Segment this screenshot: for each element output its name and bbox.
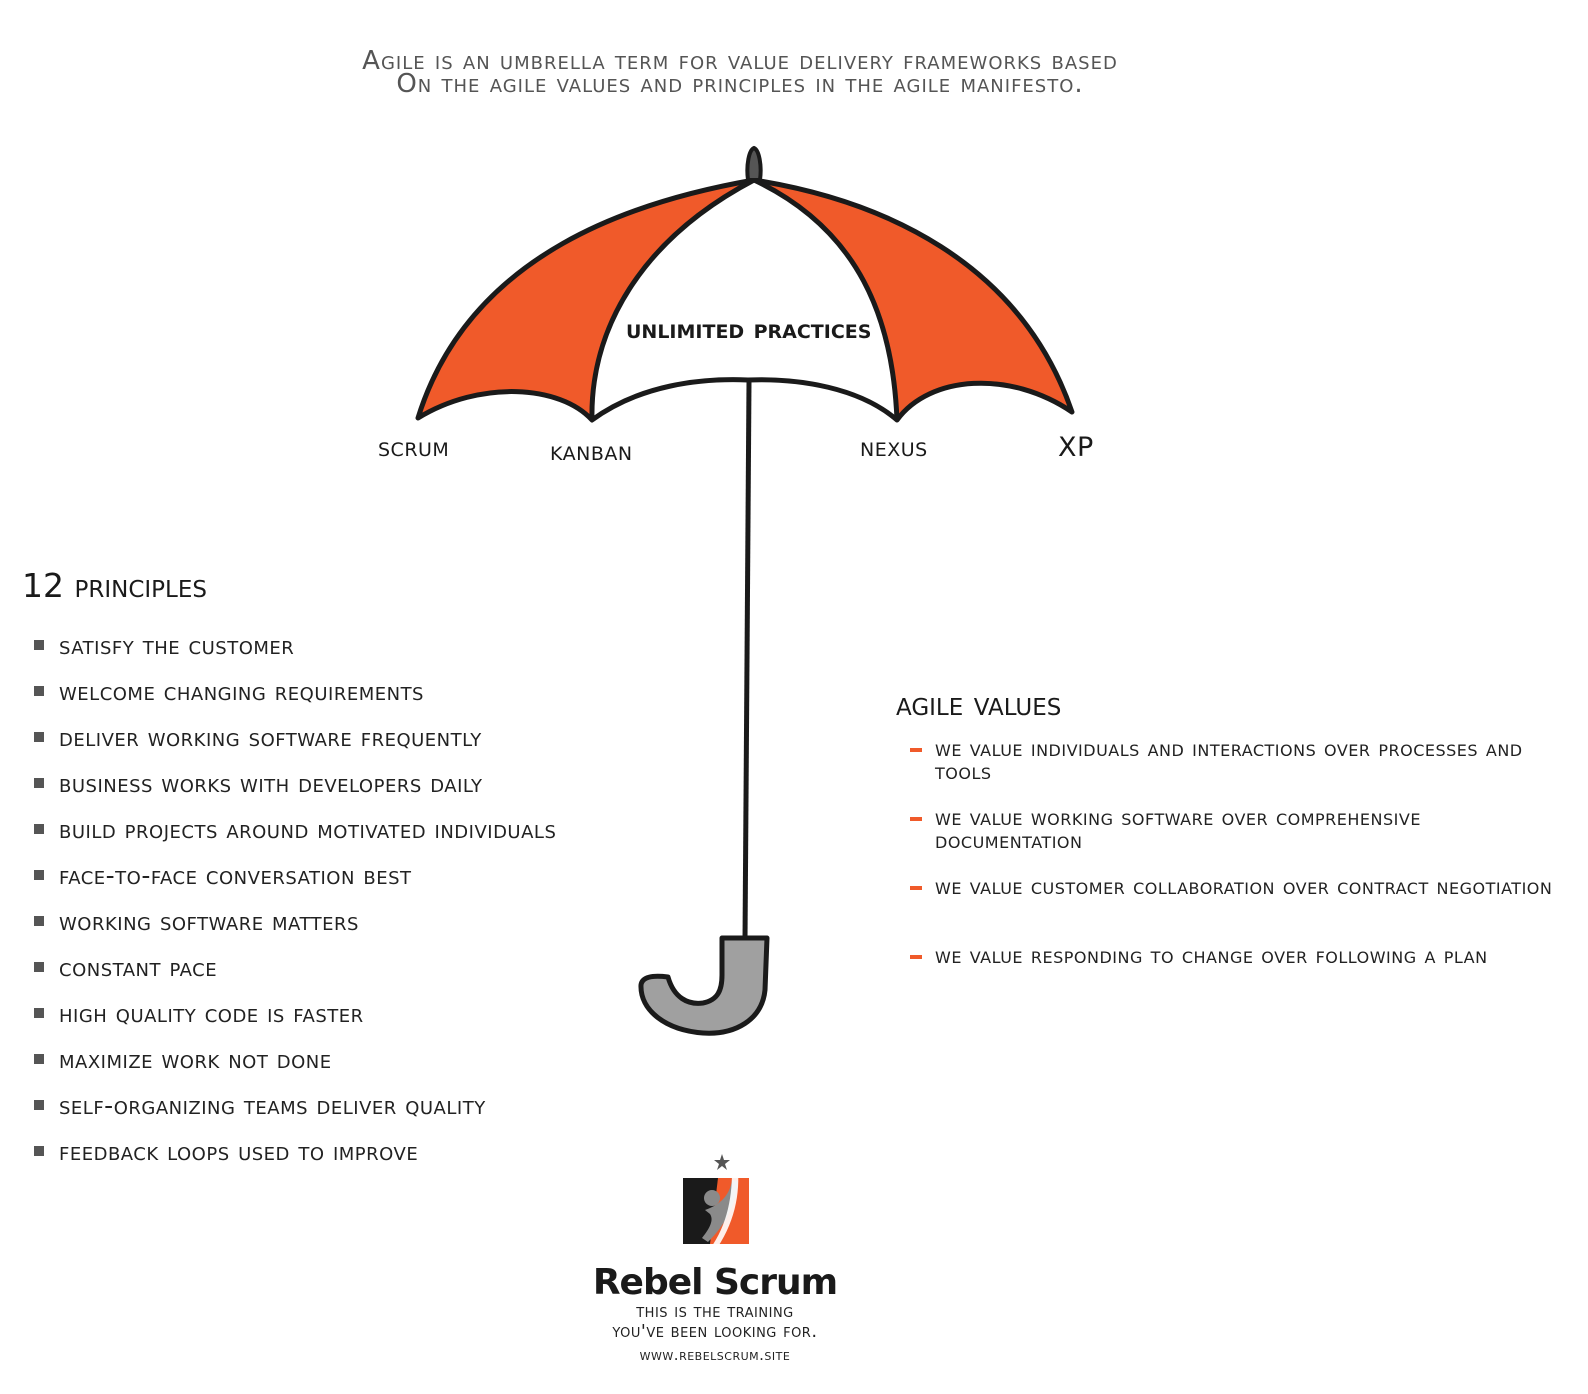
values-list (910, 738, 1560, 1014)
brand-website: www.rebelscrum.site (639, 1346, 791, 1364)
principle-item: constant pace (34, 944, 556, 990)
principles-list (34, 622, 556, 1174)
principle-item: maximize work not done (34, 1036, 556, 1082)
framework-label-nexus: nexus (860, 432, 928, 463)
square-bullet-icon (34, 1146, 44, 1156)
principle-item: deliver working software frequently (34, 714, 556, 760)
canopy-panel-left (418, 180, 754, 420)
principle-item: high quality code is faster (34, 990, 556, 1036)
square-bullet-icon (34, 732, 44, 742)
framework-label-kanban: kanban (550, 436, 633, 467)
principles-title: 12 principles (22, 566, 207, 605)
square-bullet-icon (34, 962, 44, 972)
principle-item: build projects around motivated individuals (34, 806, 556, 852)
framework-label-scrum: scrum (378, 432, 450, 463)
principle-item: face-to-face conversation best (34, 852, 556, 898)
square-bullet-icon (34, 1100, 44, 1110)
square-bullet-icon (34, 870, 44, 880)
dash-bullet-icon (910, 955, 922, 959)
principle-item: business works with developers daily (34, 760, 556, 806)
rebel-scrum-logo-icon (680, 1150, 755, 1265)
umbrella-tip (747, 148, 760, 180)
dash-bullet-icon (910, 748, 922, 752)
principle-item: welcome changing requirements (34, 668, 556, 714)
umbrella-shaft (745, 382, 749, 940)
dash-bullet-icon (910, 817, 922, 821)
square-bullet-icon (34, 916, 44, 926)
framework-label-xp: XP (1058, 432, 1094, 463)
dash-bullet-icon (910, 886, 922, 890)
square-bullet-icon (34, 824, 44, 834)
umbrella-handle (641, 938, 767, 1033)
value-item: we value individuals and interactions over processes and tools (910, 738, 1560, 807)
principle-item: satisfy the customer (34, 622, 556, 668)
values-title: agile values (896, 684, 1062, 723)
square-bullet-icon (34, 686, 44, 696)
square-bullet-icon (34, 778, 44, 788)
principle-item: working software matters (34, 898, 556, 944)
value-item: we value customer collaboration over contract negotiation (910, 876, 1560, 945)
square-bullet-icon (34, 640, 44, 650)
value-item: we value working software over comprehensive documentation (910, 807, 1560, 876)
brand-name: Rebel Scrum (592, 1262, 838, 1303)
canopy-label: unlimited practices (626, 314, 872, 345)
tagline-line-2: you've been looking for. (612, 1321, 818, 1342)
principle-item: self-organizing teams deliver quality (34, 1082, 556, 1128)
square-bullet-icon (34, 1008, 44, 1018)
intro-line-2: On the agile values and principles in the agile manifesto. (396, 69, 1084, 99)
square-bullet-icon (34, 1054, 44, 1064)
principle-item: feedback loops used to improve (34, 1128, 556, 1174)
tagline-line-1: this is the training (636, 1301, 794, 1322)
intro-line-1: Agile is an umbrella term for value delivery frameworks based (362, 46, 1118, 76)
value-item: we value responding to change over following a plan (910, 945, 1560, 1014)
brand-tagline (565, 1302, 865, 1342)
